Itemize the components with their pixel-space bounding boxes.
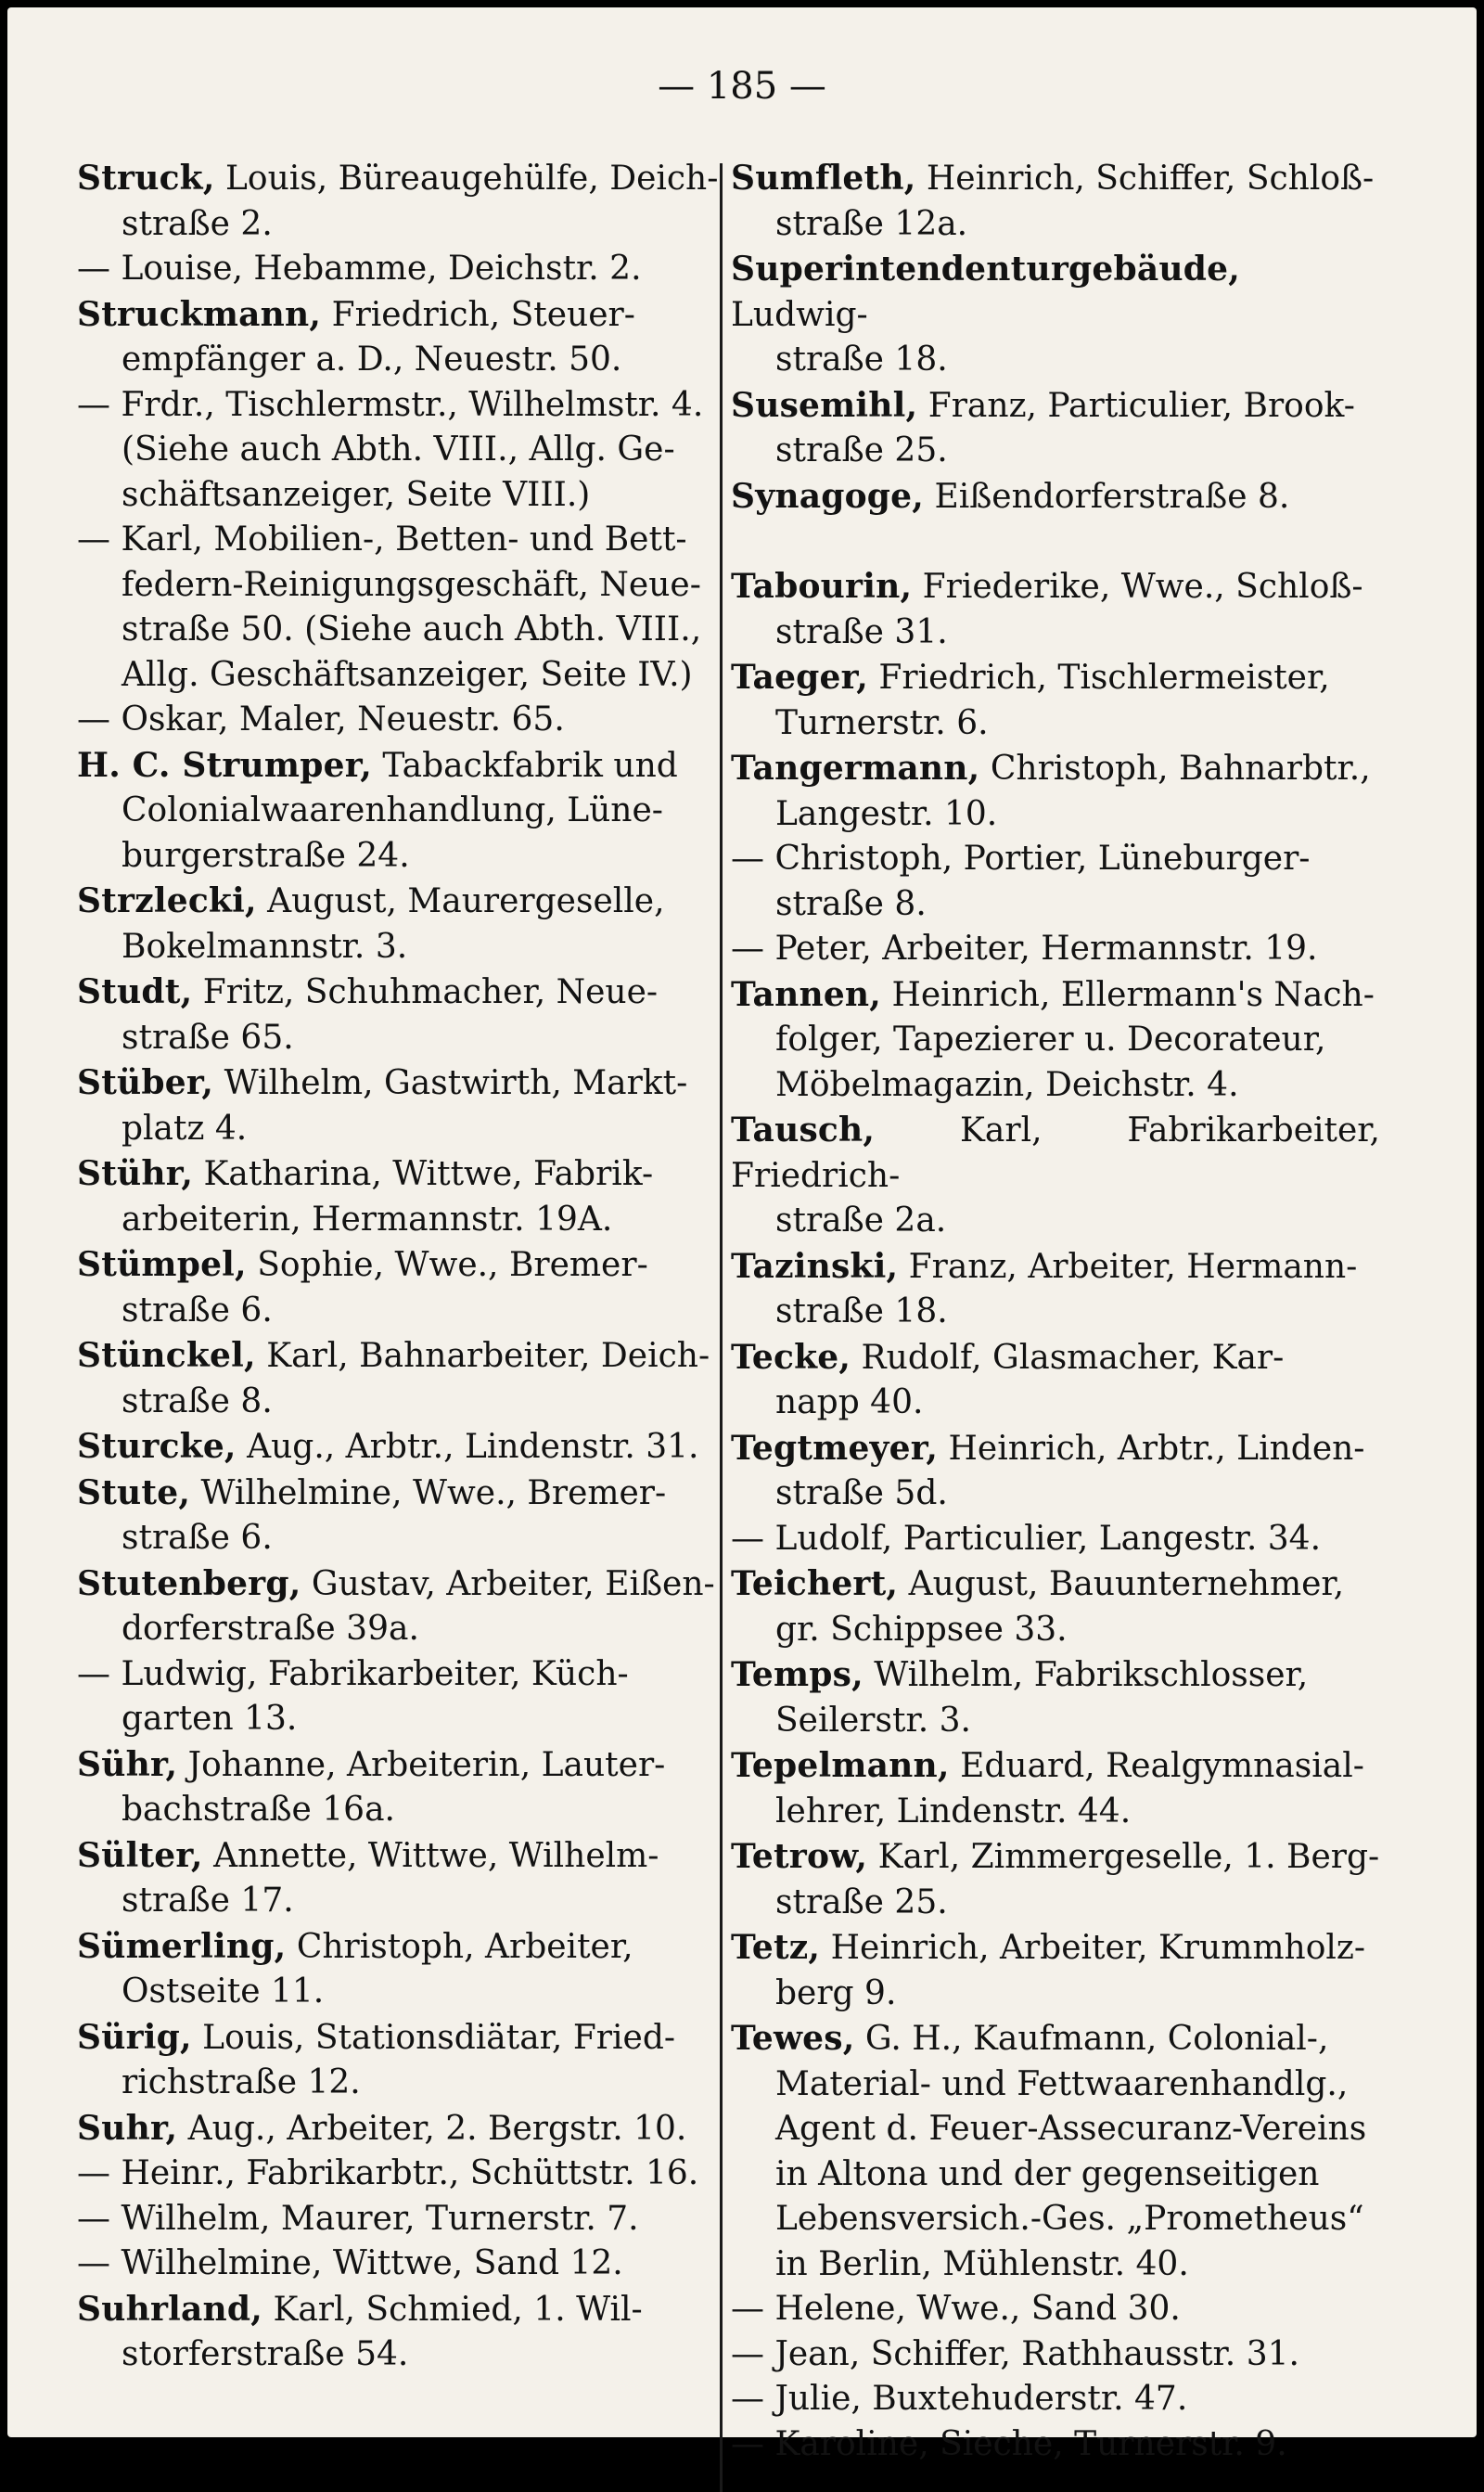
- entry-line: Ostseite 11.: [122, 1972, 325, 2010]
- page-number: — 185 —: [658, 65, 826, 108]
- entry-line: Colonialwaarenhandlung, Lüne-: [122, 791, 663, 829]
- entry-line: Stüber, Wilhelm, Gastwirth, Markt-: [77, 1063, 688, 1102]
- directory-entry: [77, 2287, 719, 2378]
- entry-line: Allg. Geschäftsanzeiger, Seite IV.): [122, 655, 693, 694]
- entry-line: Tangermann, Christoph, Bahnarbtr.,: [731, 749, 1371, 788]
- directory-entry: [77, 2242, 719, 2287]
- entry-line: napp 40.: [775, 1383, 924, 1421]
- entry-line: straße 17.: [122, 1882, 294, 1920]
- entry-line: storferstraße 54.: [122, 2335, 409, 2373]
- directory-entry: [731, 247, 1380, 383]
- entry-line: straße 25.: [775, 1882, 948, 1921]
- right-column: [731, 156, 1380, 2463]
- entry-line: — Ludwig, Fabrikarbeiter, Küch-: [77, 1654, 629, 1693]
- directory-entry: [731, 1925, 1380, 2016]
- entry-line: Stute, Wilhelmine, Wwe., Bremer-: [77, 1472, 667, 1512]
- section-gap: [731, 520, 1380, 564]
- entry-line: Sumfleth, Heinrich, Schiffer, Schloß-: [731, 159, 1375, 198]
- entry-line: Sturcke, Aug., Arbtr., Lindenstr. 31.: [77, 1427, 699, 1466]
- entry-line: Superintendenturgebäude, Ludwig-: [731, 250, 1240, 334]
- directory-entry: [731, 1517, 1380, 1562]
- entry-line: in Altona und der gegenseitigen: [775, 2154, 1320, 2193]
- directory-entry: [77, 1242, 719, 1333]
- entry-line: — Wilhelmine, Wittwe, Sand 12.: [77, 2244, 623, 2282]
- entry-line: Tannen, Heinrich, Ellermann's Nach-: [731, 974, 1375, 1014]
- entry-line: Suhrland, Karl, Schmied, 1. Wil-: [77, 2289, 643, 2329]
- directory-entry: [77, 2015, 719, 2106]
- entry-line: H. C. Strumper, Tabackfabrik und: [77, 745, 678, 785]
- directory-page: [7, 7, 1477, 2463]
- directory-entry: [77, 292, 719, 383]
- entry-line: straße 2.: [122, 204, 273, 243]
- directory-entry: [77, 156, 719, 247]
- entry-line: — Christoph, Portier, Lüneburger-: [731, 840, 1311, 878]
- directory-entry: [77, 518, 719, 698]
- entry-line: straße 5d.: [775, 1474, 948, 1512]
- directory-entry: [731, 2016, 1380, 2287]
- directory-entry: [731, 1834, 1380, 1925]
- directory-entry: [77, 1151, 719, 1242]
- entry-line: straße 25.: [775, 431, 948, 469]
- directory-entry: [77, 1060, 719, 1151]
- entry-line: Struckmann, Friedrich, Steuer-: [77, 294, 635, 334]
- entry-line: Stühr, Katharina, Wittwe, Fabrik-: [77, 1154, 654, 1193]
- directory-entry: [731, 927, 1380, 972]
- directory-entry: [77, 383, 719, 519]
- directory-entry: [731, 1244, 1380, 1335]
- entry-line: Stümpel, Sophie, Wwe., Bremer-: [77, 1245, 648, 1284]
- directory-entry: [77, 970, 719, 1060]
- directory-entry: [77, 2106, 719, 2152]
- entry-line: — Louise, Hebamme, Deichstr. 2.: [77, 250, 642, 288]
- entry-line: — Karoline, Sieche, Turnerstr. 9.: [731, 2424, 1287, 2463]
- directory-entry: [77, 1924, 719, 2015]
- directory-entry: [77, 1742, 719, 1833]
- directory-entry: [731, 746, 1380, 837]
- entry-line: federn-Reinigungsgeschäft, Neue-: [122, 565, 701, 604]
- directory-entry: [77, 1561, 719, 1652]
- directory-entry: [731, 2287, 1380, 2332]
- entry-line: Stutenberg, Gustav, Arbeiter, Eißen-: [77, 1563, 715, 1603]
- entry-line: Sürig, Louis, Stationsdiätar, Fried-: [77, 2017, 676, 2057]
- entry-line: straße 2a.: [775, 1201, 947, 1240]
- entry-line: — Frdr., Tischlermstr., Wilhelmstr. 4.: [77, 385, 704, 424]
- entry-line: dorferstraße 39a.: [122, 1610, 419, 1648]
- entry-line: — Julie, Buxtehuderstr. 47.: [731, 2380, 1188, 2418]
- entry-line: Sülter, Annette, Wittwe, Wilhelm-: [77, 1835, 659, 1875]
- directory-entry: [77, 2197, 719, 2242]
- entry-line: — Peter, Arbeiter, Hermannstr. 19.: [731, 930, 1318, 968]
- entry-line: Studt, Fritz, Schuhmacher, Neue-: [77, 972, 659, 1011]
- entry-line: straße 6.: [122, 1519, 273, 1557]
- directory-entry: [731, 655, 1380, 746]
- directory-entry: [77, 743, 719, 880]
- entry-line: Tewes, G. H., Kaufmann, Colonial-,: [731, 2019, 1329, 2058]
- entry-line: Suhr, Aug., Arbeiter, 2. Bergstr. 10.: [77, 2108, 687, 2148]
- entry-line: Strzlecki, August, Maurergeselle,: [77, 881, 665, 920]
- entry-line: richstraße 12.: [122, 2063, 361, 2101]
- entry-line: Tegtmeyer, Heinrich, Arbtr., Linden-: [731, 1428, 1365, 1468]
- column-divider: [720, 163, 723, 2492]
- directory-entry: [731, 1426, 1380, 1517]
- entry-line: Agent d. Feuer-Assecuranz-Vereins: [775, 2110, 1367, 2148]
- entry-line: Teichert, August, Bauunternehmer,: [731, 1564, 1345, 1603]
- entry-line: straße 8.: [122, 1381, 273, 1420]
- entry-line: folger, Tapezierer u. Decorateur,: [775, 1021, 1326, 1059]
- entry-line: Tepelmann, Eduard, Realgymnasial-: [731, 1746, 1364, 1785]
- entry-line: Tecke, Rudolf, Glasmacher, Kar-: [731, 1337, 1285, 1377]
- entry-line: Möbelmagazin, Deichstr. 4.: [775, 1065, 1239, 1104]
- entry-line: — Helene, Wwe., Sand 30.: [731, 2290, 1181, 2328]
- directory-entry: [77, 2152, 719, 2197]
- entry-line: Susemihl, Franz, Particulier, Brook-: [731, 385, 1355, 425]
- entry-line: garten 13.: [122, 1700, 298, 1738]
- left-column: [77, 156, 719, 2409]
- directory-entry: [731, 1561, 1380, 1652]
- entry-line: Material- und Fettwaarenhandlg.,: [775, 2064, 1349, 2103]
- directory-entry: [731, 474, 1380, 520]
- entry-line: bachstraße 16a.: [122, 1791, 395, 1829]
- entry-line: straße 6.: [122, 1291, 273, 1329]
- directory-entry: [77, 247, 719, 292]
- entry-line: Struck, Louis, Büreaugehülfe, Deich-: [77, 159, 719, 198]
- directory-entry: [731, 972, 1380, 1109]
- entry-line: straße 18.: [775, 1292, 948, 1330]
- entry-line: — Karl, Mobilien-, Betten- und Bett-: [77, 520, 687, 559]
- entry-line: schäftsanzeiger, Seite VIII.): [122, 475, 591, 514]
- entry-line: — Heinr., Fabrikarbtr., Schüttstr. 16.: [77, 2154, 699, 2192]
- directory-entry: [77, 1333, 719, 1424]
- directory-entry: [731, 837, 1380, 927]
- entry-line: (Siehe auch Abth. VIII., Allg. Ge-: [122, 430, 675, 469]
- entry-line: Langestr. 10.: [775, 794, 998, 833]
- entry-line: Tazinski, Franz, Arbeiter, Hermann-: [731, 1246, 1358, 1286]
- entry-line: Turnerstr. 6.: [775, 703, 989, 742]
- entry-line: Synagoge, Eißendorferstraße 8.: [731, 476, 1290, 516]
- directory-entry: [77, 698, 719, 743]
- directory-entry: [77, 1833, 719, 1924]
- directory-entry: [77, 1424, 719, 1471]
- directory-entry: [731, 1108, 1380, 1244]
- directory-entry: [731, 2377, 1380, 2422]
- entry-line: — Oskar, Maler, Neuestr. 65.: [77, 700, 565, 739]
- entry-line: Seilerstr. 3.: [775, 1701, 971, 1740]
- entry-line: straße 18.: [775, 340, 948, 379]
- entry-line: Taeger, Friedrich, Tischlermeister,: [731, 658, 1330, 697]
- entry-line: — Jean, Schiffer, Rathhausstr. 31.: [731, 2334, 1299, 2373]
- directory-entry: [77, 1471, 719, 1561]
- entry-line: Tetz, Heinrich, Arbeiter, Krummholz-: [731, 1928, 1366, 1967]
- entry-line: straße 65.: [122, 1018, 294, 1057]
- directory-entry: [731, 564, 1380, 655]
- entry-line: Tausch, Karl, Fabrikarbeiter, Friedrich-: [731, 1111, 1380, 1195]
- entry-line: straße 8.: [775, 884, 927, 923]
- entry-line: arbeiterin, Hermannstr. 19A.: [122, 1200, 613, 1239]
- entry-line: Sümerling, Christoph, Arbeiter,: [77, 1926, 633, 1966]
- entry-line: straße 12a.: [775, 204, 968, 243]
- directory-entry: [731, 383, 1380, 474]
- entry-line: Temps, Wilhelm, Fabrikschlosser,: [731, 1655, 1309, 1694]
- entry-line: straße 31.: [775, 612, 948, 651]
- entry-line: Tabourin, Friederike, Wwe., Schloß-: [731, 567, 1363, 606]
- entry-line: gr. Schippsee 33.: [775, 1610, 1068, 1649]
- entry-line: platz 4.: [122, 1109, 248, 1148]
- directory-entry: [731, 1335, 1380, 1426]
- entry-line: Lebensversich.-Ges. „Prometheus“: [775, 2200, 1364, 2238]
- directory-entry: [77, 1652, 719, 1742]
- entry-line: straße 50. (Siehe auch Abth. VIII.,: [122, 610, 702, 649]
- entry-line: empfänger a. D., Neuestr. 50.: [122, 340, 622, 379]
- entry-line: Sühr, Johanne, Arbeiterin, Lauter-: [77, 1744, 666, 1784]
- directory-entry: [731, 1743, 1380, 1834]
- entry-line: burgerstraße 24.: [122, 836, 410, 875]
- entry-line: — Ludolf, Particulier, Langestr. 34.: [731, 1519, 1322, 1558]
- entry-line: — Wilhelm, Maurer, Turnerstr. 7.: [77, 2199, 639, 2238]
- directory-entry: [731, 156, 1380, 247]
- entry-line: Tetrow, Karl, Zimmergeselle, 1. Berg-: [731, 1837, 1380, 1876]
- directory-entry: [77, 879, 719, 970]
- entry-line: lehrer, Lindenstr. 44.: [775, 1792, 1132, 1830]
- entry-line: in Berlin, Mühlenstr. 40.: [775, 2244, 1189, 2283]
- directory-entry: [731, 2332, 1380, 2378]
- entry-line: Bokelmannstr. 3.: [122, 927, 408, 966]
- directory-entry: [731, 1652, 1380, 1743]
- entry-line: berg 9.: [775, 1973, 897, 2012]
- entry-line: Stünckel, Karl, Bahnarbeiter, Deich-: [77, 1336, 710, 1375]
